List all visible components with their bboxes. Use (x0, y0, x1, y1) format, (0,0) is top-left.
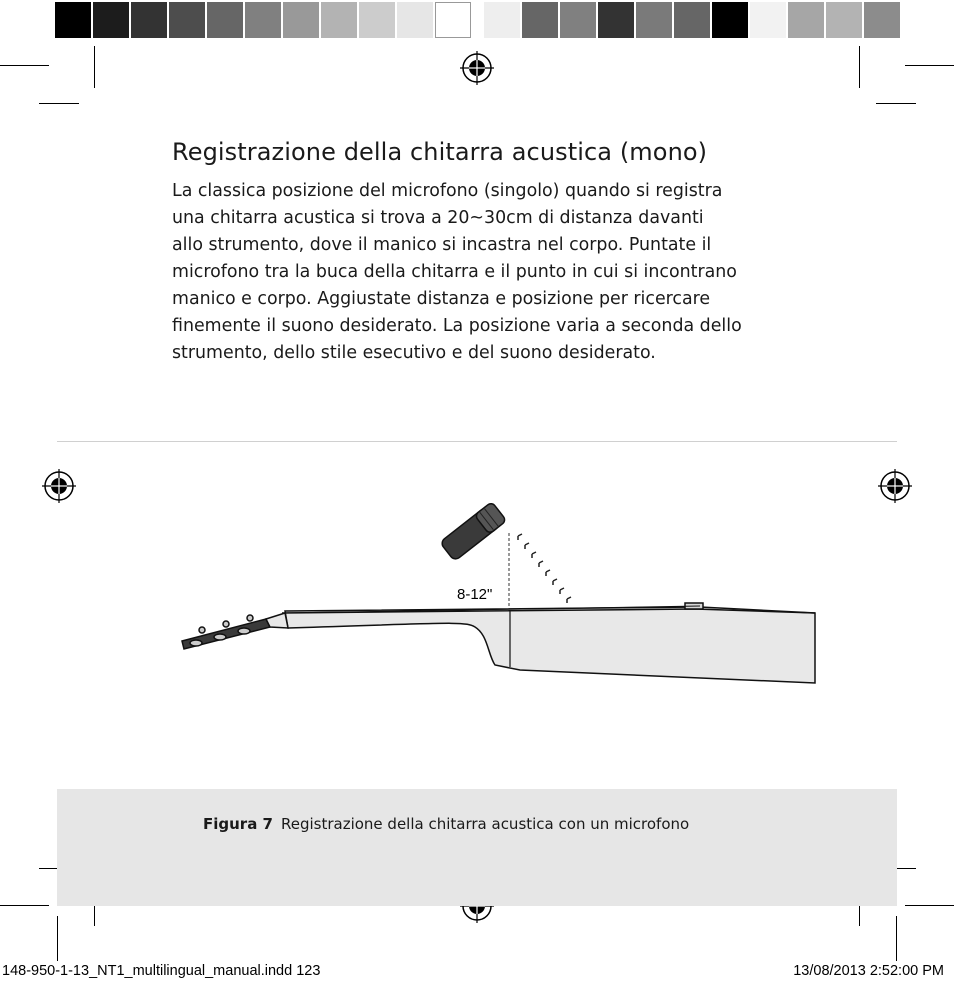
color-swatch (636, 2, 672, 38)
crop-mark (57, 916, 58, 961)
registration-mark-icon (42, 469, 76, 503)
crop-mark (905, 65, 954, 66)
color-bar-left (55, 2, 473, 38)
microphone-icon (440, 502, 507, 562)
figure-caption (203, 815, 689, 833)
distance-label: 8-12" (457, 586, 493, 603)
guitar-icon (182, 603, 815, 683)
crop-mark (859, 46, 860, 88)
footer-file-info: 148-950-1-13_NT1_multilingual_manual.indd 123 (2, 963, 321, 979)
color-swatch (321, 2, 357, 38)
section-divider (57, 441, 897, 442)
color-swatch (598, 2, 634, 38)
paragraph-line: finemente il suono desiderato. La posizione varia a seconda dello (172, 316, 742, 336)
paragraph-line: microfono tra la buca della chitarra e il punto in cui si incontrano (172, 262, 737, 282)
color-swatch (283, 2, 319, 38)
figure-label: Figura 7 (203, 815, 273, 833)
color-swatch (484, 2, 520, 38)
crop-mark (0, 905, 49, 906)
color-swatch (435, 2, 471, 38)
color-swatch (560, 2, 596, 38)
color-swatch (674, 2, 710, 38)
crop-mark (0, 65, 49, 66)
paragraph-line: una chitarra acustica si trova a 20~30cm di distanza davanti (172, 208, 704, 228)
color-swatch (864, 2, 900, 38)
color-swatch (93, 2, 129, 38)
paragraph-line: manico e corpo. Aggiustate distanza e posizione per ricercare (172, 289, 711, 309)
section-title: Registrazione della chitarra acustica (mono) (172, 138, 708, 166)
crop-mark (905, 905, 954, 906)
color-swatch (750, 2, 786, 38)
color-swatch (712, 2, 748, 38)
color-swatch (131, 2, 167, 38)
paragraph-line: La classica posizione del microfono (singolo) quando si registra (172, 181, 723, 201)
color-swatch (826, 2, 862, 38)
caption-panel (57, 789, 897, 906)
color-swatch (359, 2, 395, 38)
crop-mark (896, 916, 897, 961)
crop-mark (876, 103, 916, 104)
crop-mark (94, 46, 95, 88)
registration-mark-icon (460, 51, 494, 85)
color-swatch (55, 2, 91, 38)
guitar-microphone-illustration (170, 495, 820, 695)
registration-mark-icon (878, 469, 912, 503)
color-swatch (245, 2, 281, 38)
paragraph-line: allo strumento, dove il manico si incastra nel corpo. Puntate il (172, 235, 712, 255)
color-swatch (397, 2, 433, 38)
color-swatch (788, 2, 824, 38)
figure-caption-text: Registrazione della chitarra acustica con un microfono (280, 815, 690, 833)
crop-mark (39, 103, 79, 104)
paragraph-line: strumento, dello stile esecutivo e del suono desiderato. (172, 343, 656, 363)
sound-waves (518, 534, 571, 603)
color-swatch (207, 2, 243, 38)
color-bar-right (484, 2, 902, 38)
color-swatch (522, 2, 558, 38)
color-swatch (169, 2, 205, 38)
footer-date-time: 13/08/2013 2:52:00 PM (793, 963, 944, 979)
